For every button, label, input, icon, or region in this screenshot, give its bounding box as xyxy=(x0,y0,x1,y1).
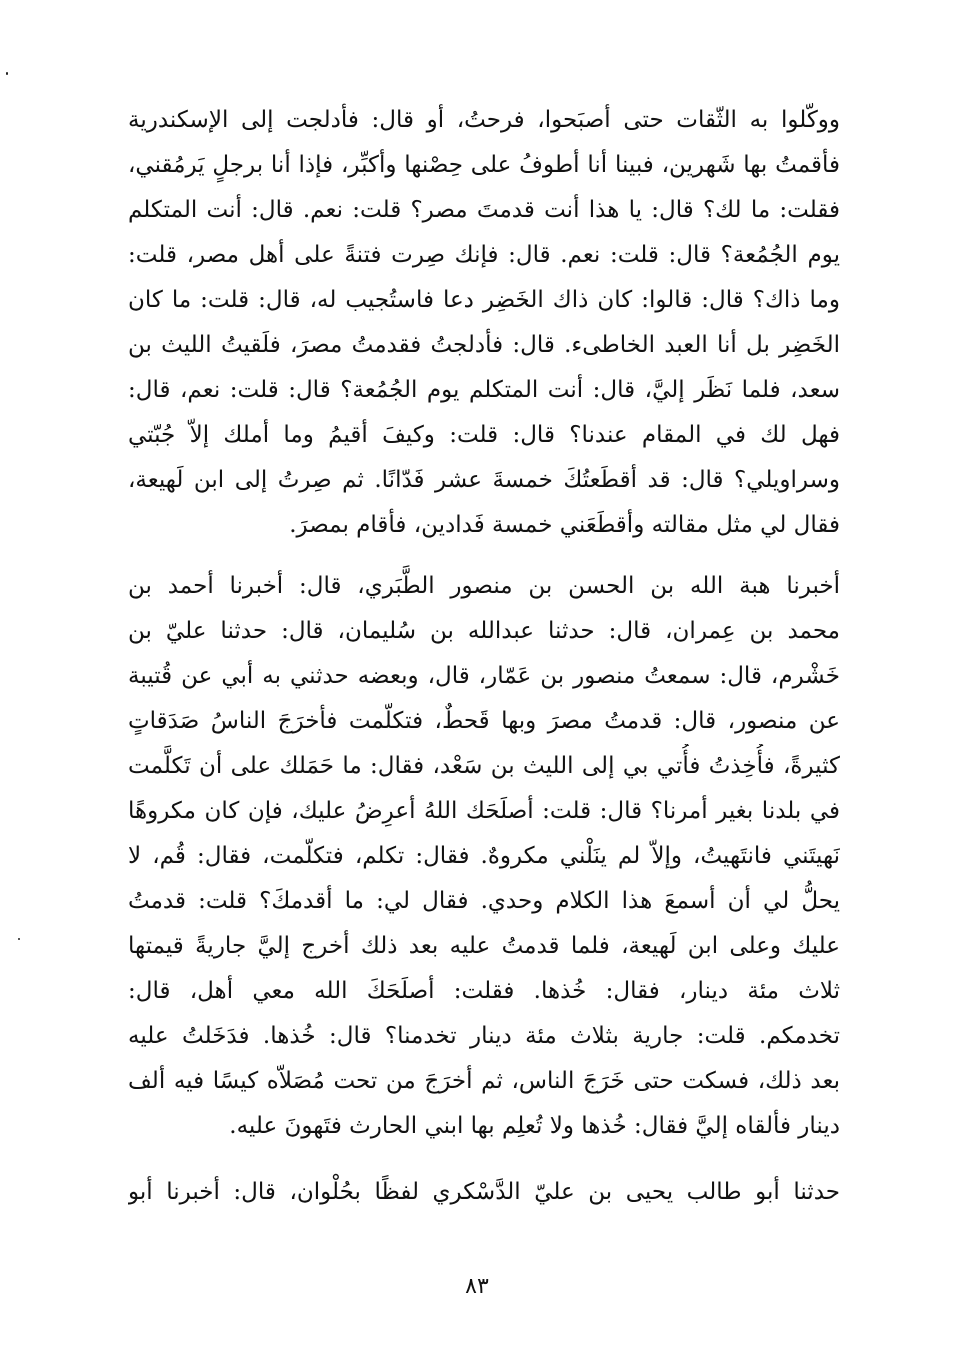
paragraph-1 xyxy=(128,98,840,548)
text-line: كثيرةً، فأُخِذتُ فأُتي بي إلى الليث بن سَعْد، فقال: ما حَمَلك على أن تَكلَّمت xyxy=(128,753,840,779)
scan-speck xyxy=(18,938,20,940)
page-number: ٨٣ xyxy=(465,1274,489,1299)
text-line: فقلت: ما لك؟ قال: يا هذا أنت قدمتَ مصر؟ قلت: نعم. قال: أنت المتكلم xyxy=(128,197,840,223)
text-line: فقال لي مثل مقالته وأقطَعَني خمسة فَدادين، فأقام بمصرَ. xyxy=(289,512,840,538)
text-line: وما ذاك؟ قال: قالوا: كان ذاك الخَضِر دعا فاستُجيب له، قال: قلت: ما كان xyxy=(128,287,840,313)
text-line: دينار فألقاه إليَّ فقال: خُذها ولا تُعلِم بها ابني الحارث فتَهونَ عليه. xyxy=(229,1113,840,1139)
text-line: ثلاث مئة دينار، فقال: خُذها. فقلت: أصلَحَكَ الله معي أهل، قال: xyxy=(128,978,840,1004)
text-line: محمد بن عِمران، قال: حدثنا عبدالله بن سُليمان، قال: حدثنا عليّ بن xyxy=(128,618,840,644)
scan-speck xyxy=(6,72,8,75)
text-line: بعد ذلك، فسكت حتى خَرَجَ الناس، ثم أخرَجَ من تحت مُصَلاّه كيسًا فيه ألف xyxy=(128,1068,840,1094)
paragraph-3 xyxy=(128,1170,840,1215)
text-line: حدثنا أبو طالب يحيى بن عليّ الدَّسْكري لفظًا بحُلْوان، قال: أخبرنا أبو xyxy=(128,1179,840,1205)
text-line: عليك وعلى ابن لَهيعة، فلما قدمتُ عليه بعد ذلك أخرج إليَّ جاريةً قيمتها xyxy=(128,933,840,959)
text-line: يوم الجُمُعة؟ قال: قلت: نعم. قال: فإنك صِرت فتنةً على أهل مصر، قلت: xyxy=(128,242,840,268)
text-line: نَهيتَني فانتَهيتُ، وإلاّ لم ينَلْني مكروهٌ. فقال: تكلم، فتكلّمت، فقال: قُم، لا xyxy=(128,843,840,869)
text-line: فهل لك في المقام عندنا؟ قال: قلت: وكيفَ أقيمُ وما أملك إلاّ جُبّتي xyxy=(128,422,840,448)
text-line: ووكّلوا به الثّقات حتى أصبَحوا، فرحتُ، أو قال: فأدلجت إلى الإسكندرية xyxy=(128,107,840,133)
paragraph-2 xyxy=(128,564,840,1149)
text-line: أخبرنا هبة الله بن الحسن بن منصور الطَّبَري، قال: أخبرنا أحمد بن xyxy=(128,573,840,599)
text-line: عن منصور، قال: قدمتُ مصرَ وبها قَحطٌ، فتكلّمت فأخرَجَ الناسُ صَدَقاتٍ xyxy=(128,708,840,734)
text-line: في بلدنا بغير أمرنا؟ قال: قلت: أصلَحَك اللهُ أعرِضُ عليك، فإن كان مكروهًا xyxy=(128,798,840,824)
text-line: الخَضِر بل أنا العبد الخاطىء. قال: فأدلجتُ فقدمتُ مصرَ، فلَقيتُ الليث بن xyxy=(128,332,840,358)
text-line: خَشْرم، قال: سمعتُ منصور بن عَمّار، قال، وبعضه حدثني به أبي عن قُتيبة xyxy=(128,663,840,689)
text-line: تخدمكم. قلت: جارية بثلاث مئة دينار تخدمنا؟ قال: خُذها. فدَخَلتُ عليه xyxy=(128,1023,840,1049)
text-line: سعد، فلما نَظَر إليَّ، قال: أنت المتكلم يوم الجُمُعة؟ قال: قلت: نعم، قال: xyxy=(128,377,840,403)
text-line: وسراويلي؟ قال: قد أقطَعتُكَ خمسةَ عشر فَدّانًا. ثم صِرتُ إلى ابن لَهيعة، xyxy=(128,467,840,493)
text-line: يحلُّ لي أن أسمعَ هذا الكلام وحدي. فقال لي: ما أقدمكَ؟ قلت: قدمتُ xyxy=(128,888,840,914)
text-line: فأقمتُ بها شَهرين، فبينا أنا أطوفُ على حِصْنها وأكبِّر، فإذا أنا برجلٍ يَرمُقني، xyxy=(128,152,840,178)
